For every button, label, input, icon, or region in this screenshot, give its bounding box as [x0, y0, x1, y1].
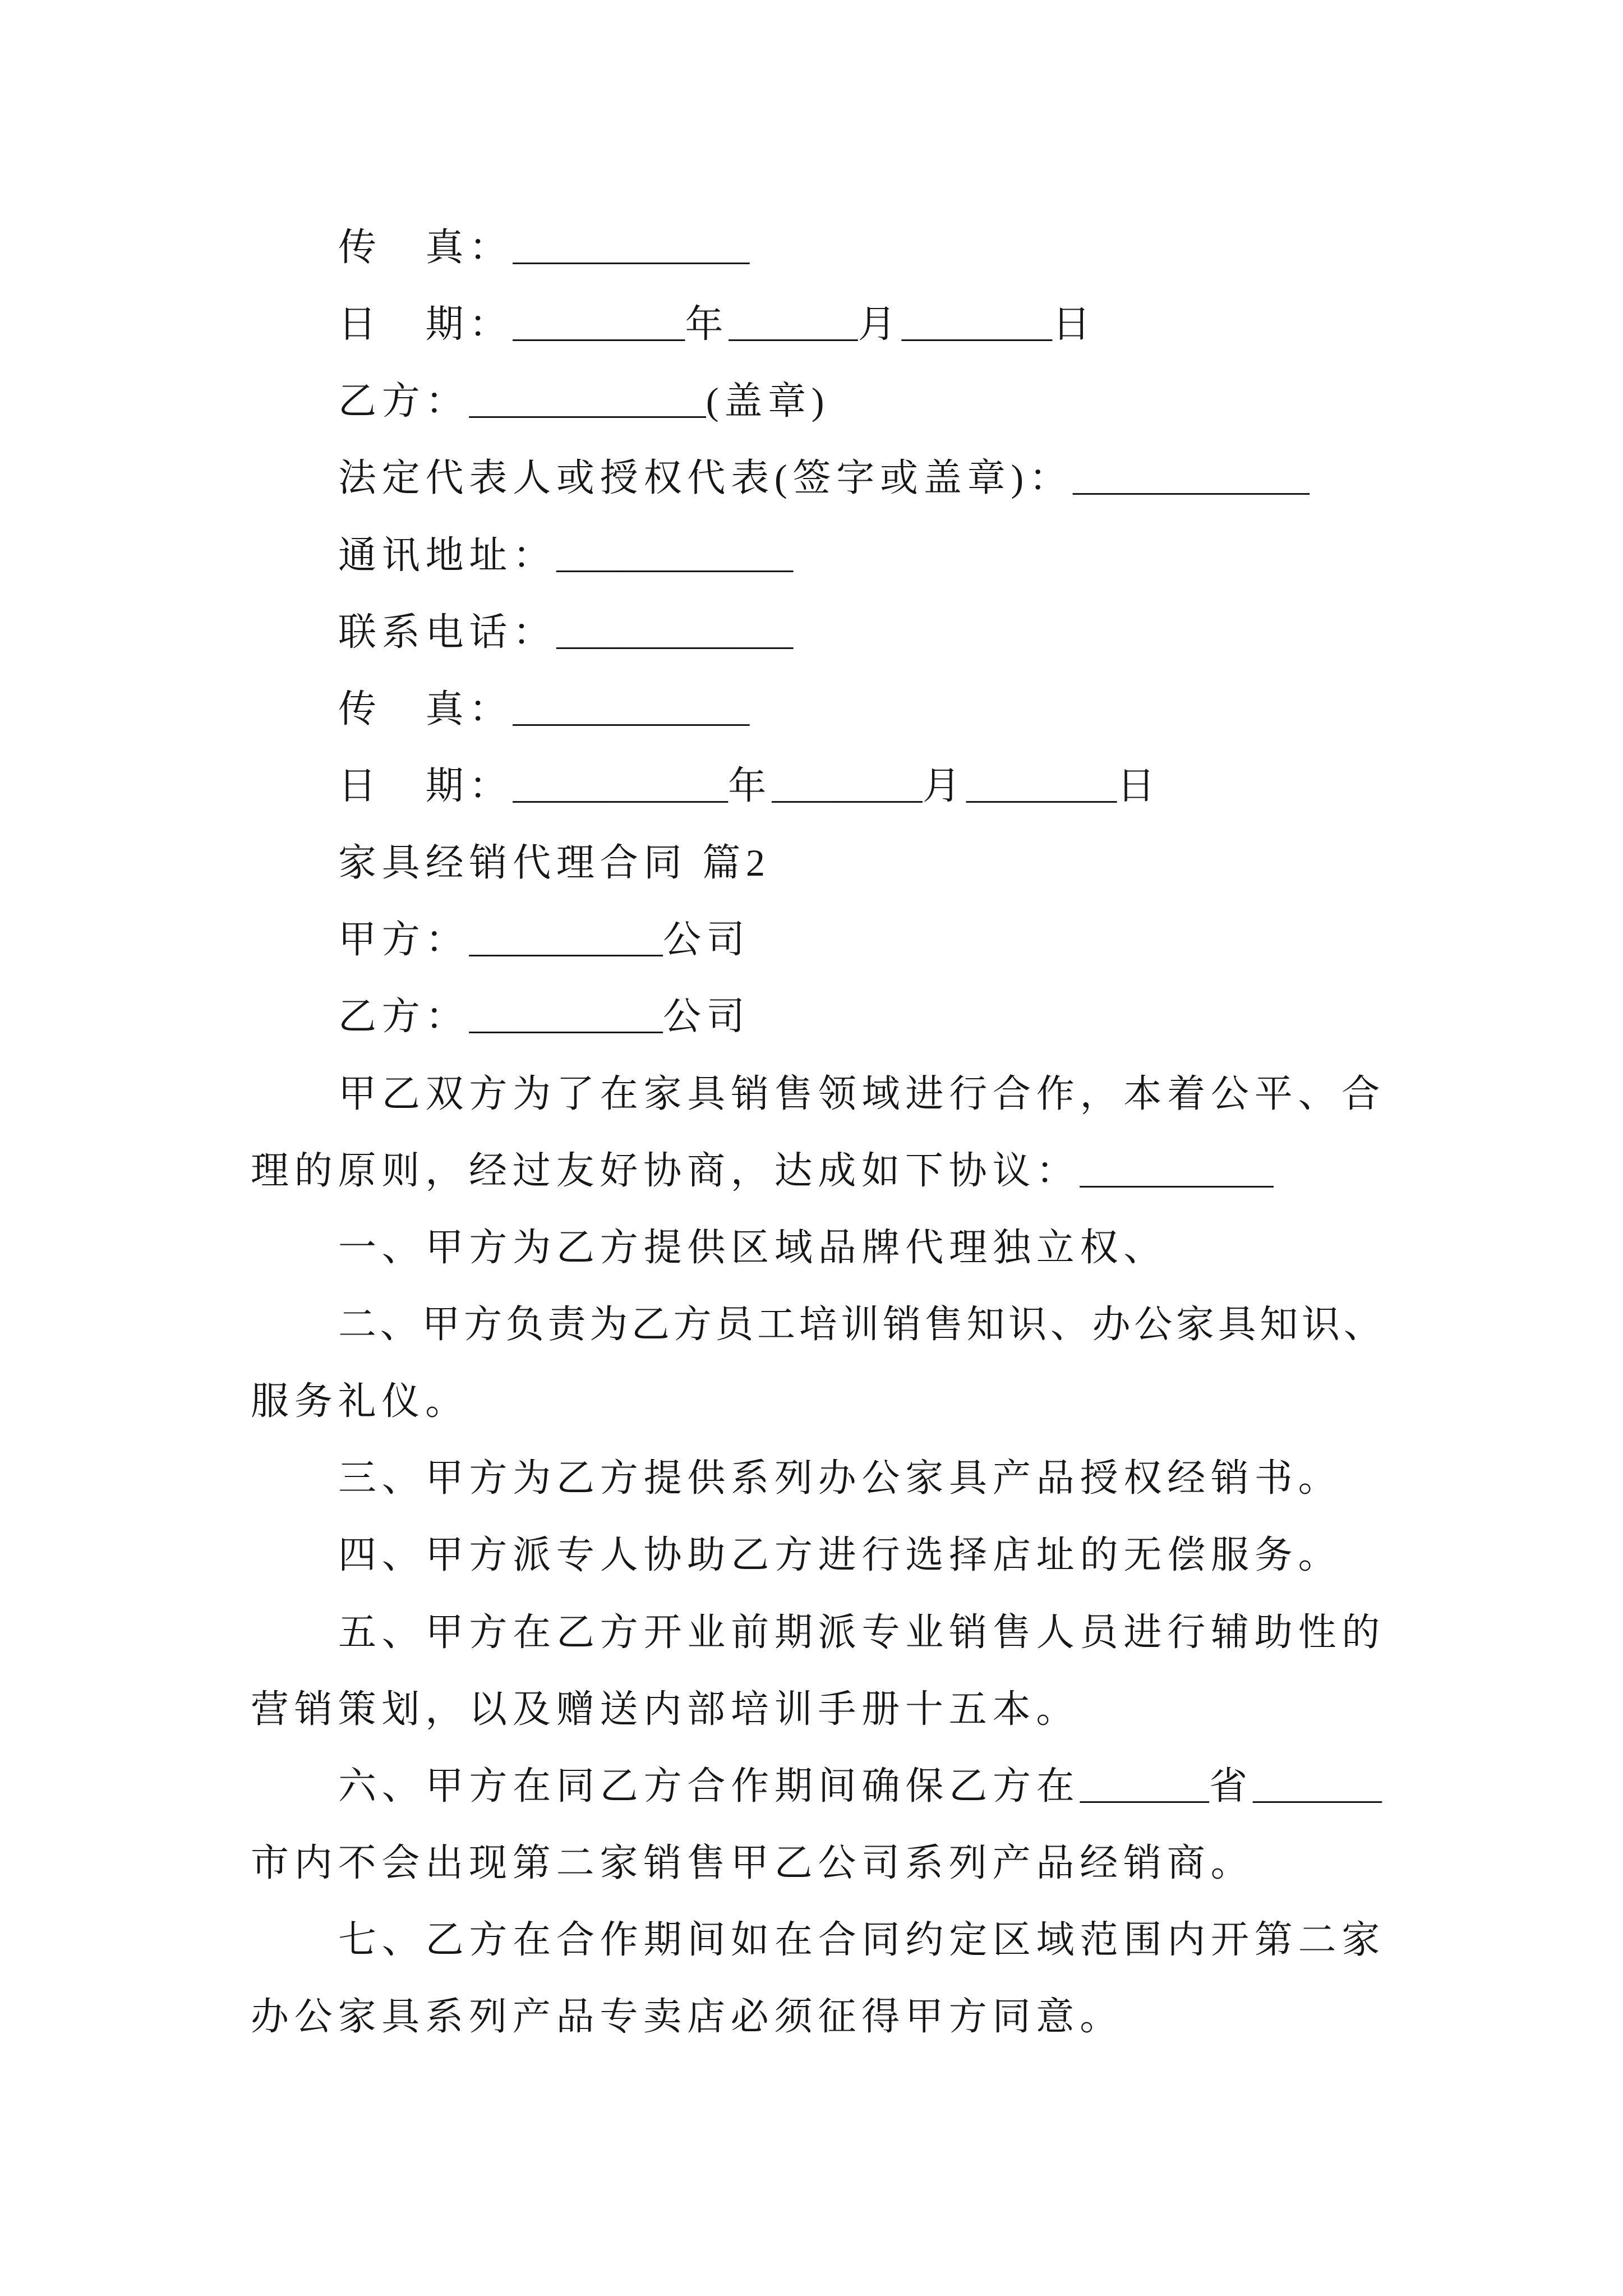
paragraph-line	[251, 1594, 1387, 1671]
paragraph-line	[251, 1363, 1387, 1440]
province-label: 省	[1209, 1764, 1253, 1807]
date-label: 日 期：	[338, 303, 513, 346]
clause-text: 三、甲方为乙方提供系列办公家具产品授权经销书。	[338, 1457, 1342, 1500]
clause-3	[251, 1440, 1387, 1517]
clause-6	[251, 1748, 1387, 1902]
phone-blank: ___________	[556, 615, 794, 656]
clause-text: 营销策划，以及赠送内部培训手册十五本。	[251, 1687, 1080, 1731]
document-page	[251, 209, 1387, 2055]
clause-5	[251, 1594, 1387, 1748]
clause-1	[251, 1209, 1387, 1286]
contract-2-party-a-row	[251, 901, 1387, 978]
province-blank: ______	[1080, 1769, 1210, 1810]
day-blank: _______	[901, 308, 1053, 349]
party-b-representative-row	[251, 440, 1387, 517]
month-blank: _______	[772, 769, 923, 810]
clause-text: 服务礼仪。	[251, 1380, 469, 1423]
party-b-label: 乙方：	[338, 995, 469, 1038]
clause-text: 五、甲方在乙方开业前期派专业销售人员进行辅助性的	[338, 1611, 1386, 1654]
year-label: 年	[685, 303, 729, 346]
month-label: 月	[922, 764, 966, 807]
year-label: 年	[728, 764, 772, 807]
party-a-blank: _________	[469, 923, 663, 964]
clause-text: 市内不会出现第二家销售甲乙公司系列产品经销商。	[251, 1841, 1255, 1884]
contract-title: 家具经销代理合同 篇2	[338, 841, 771, 885]
paragraph-line	[251, 1133, 1387, 1209]
contract-2-party-b-row	[251, 978, 1387, 1055]
paragraph-line	[251, 1209, 1387, 1286]
phone-label: 联系电话：	[338, 610, 557, 654]
party-b-address-row	[251, 517, 1387, 594]
clause-text: 办公家具系列产品专卖店必须征得甲方同意。	[251, 1995, 1124, 2039]
party-a-date-row	[251, 286, 1387, 363]
paragraph-line	[251, 1286, 1387, 1363]
clause-text: 四、甲方派专人协助乙方进行选择店址的无偿服务。	[338, 1534, 1342, 1577]
clause-7	[251, 1902, 1387, 2055]
contract-2-title-row	[251, 825, 1387, 901]
party-b-blank: ___________	[469, 385, 706, 426]
party-a-label: 甲方：	[338, 918, 469, 961]
clause-text: 一、甲方为乙方提供区域品牌代理独立权、	[338, 1226, 1168, 1269]
clause-4	[251, 1517, 1387, 1594]
fax-blank: ___________	[513, 231, 750, 272]
paragraph-line	[251, 1978, 1387, 2055]
paragraph-line	[251, 1748, 1387, 1825]
month-blank: ______	[728, 308, 858, 349]
preamble-paragraph	[251, 1056, 1387, 1209]
seal-note: (盖章)	[706, 380, 830, 423]
representative-label: 法定代表人或授权代表(签字或盖章)：	[338, 457, 1073, 500]
representative-blank: ___________	[1072, 462, 1310, 503]
date-label: 日 期：	[338, 764, 513, 807]
clause-text: 二、甲方负责为乙方员工培训销售知识、办公家具知识、	[338, 1303, 1386, 1346]
party-b-signature-block	[251, 363, 1387, 825]
clause-2	[251, 1286, 1387, 1440]
agreement-blank: _________	[1080, 1154, 1274, 1195]
paragraph-line	[251, 1902, 1387, 1978]
party-a-fax-row	[251, 209, 1387, 286]
preamble-text-2: 理的原则，经过友好协商，达成如下协议：	[251, 1149, 1080, 1192]
day-blank: _______	[966, 769, 1117, 810]
address-blank: ___________	[556, 539, 794, 579]
fax-label: 传 真：	[338, 687, 513, 730]
paragraph-line	[251, 1825, 1387, 1902]
year-blank: ________	[513, 308, 685, 349]
party-b-seal-row	[251, 363, 1387, 440]
preamble-text-1: 甲乙双方为了在家具销售领域进行合作，本着公平、合	[338, 1072, 1386, 1115]
party-b-phone-row	[251, 594, 1387, 671]
fax-label: 传 真：	[338, 226, 513, 269]
company-suffix: 公司	[663, 995, 750, 1038]
party-b-label: 乙方：	[338, 380, 469, 423]
paragraph-line	[251, 1056, 1387, 1133]
paragraph-line	[251, 1671, 1387, 1748]
month-label: 月	[857, 303, 902, 346]
party-a-signature-tail	[251, 209, 1387, 363]
address-label: 通讯地址：	[338, 533, 557, 577]
contract-2	[251, 825, 1387, 2055]
clause-text: 六、甲方在同乙方合作期间确保乙方在	[338, 1764, 1080, 1807]
city-blank: ______	[1252, 1769, 1382, 1810]
clause-text: 七、乙方在合作期间如在合同约定区域范围内开第二家	[338, 1918, 1386, 1962]
party-b-date-row	[251, 748, 1387, 825]
day-label: 日	[1117, 764, 1161, 807]
party-b-fax-row	[251, 671, 1387, 748]
party-b-blank: _________	[469, 1000, 663, 1041]
fax-blank: ___________	[513, 692, 750, 733]
paragraph-line	[251, 1440, 1387, 1517]
day-label: 日	[1052, 303, 1096, 346]
year-blank: __________	[513, 769, 728, 810]
company-suffix: 公司	[663, 918, 750, 961]
paragraph-line	[251, 1517, 1387, 1594]
